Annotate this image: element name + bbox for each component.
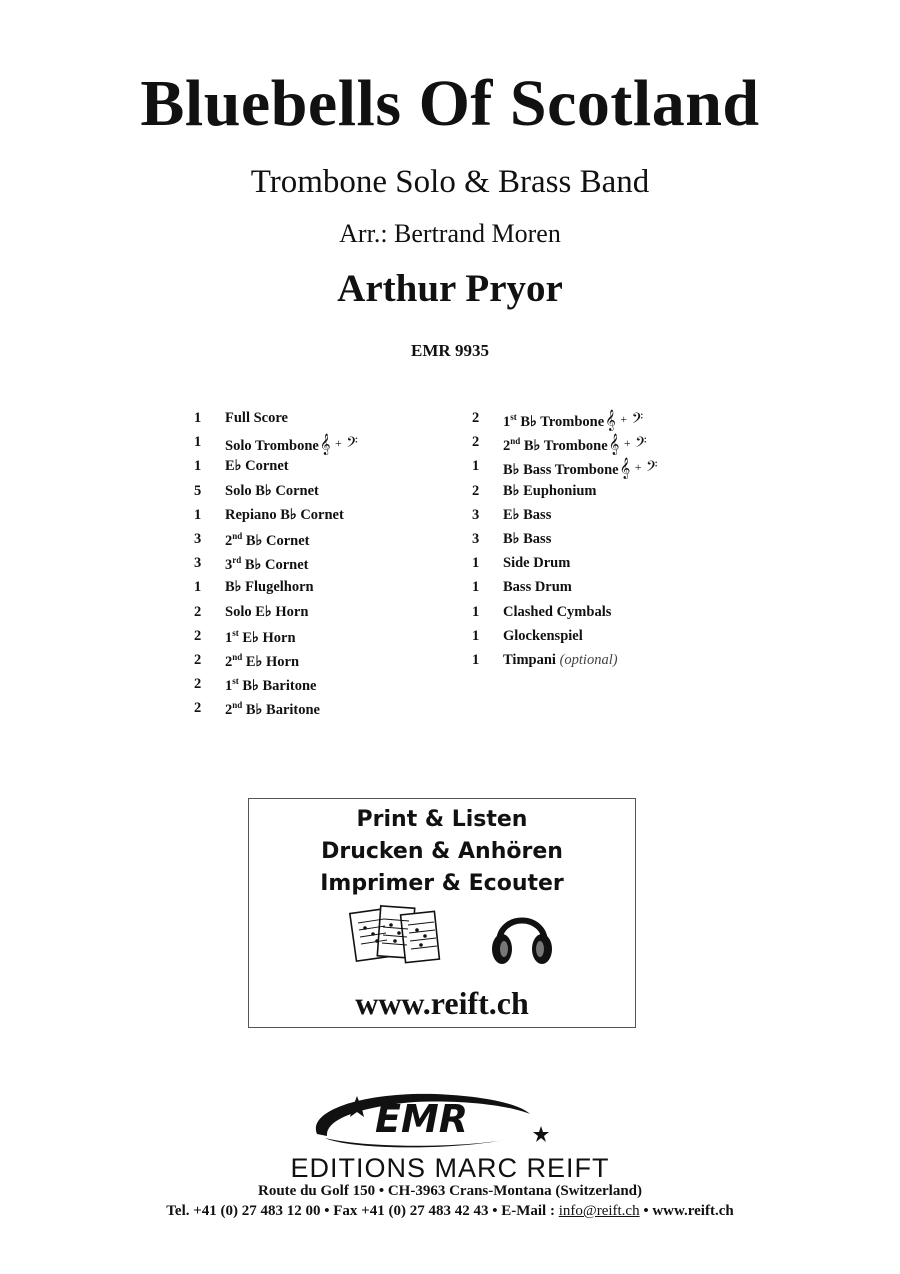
clef-plus: + [634, 460, 642, 475]
part-name [503, 531, 551, 548]
publisher-name: EDITIONS MARC REIFT [290, 1153, 610, 1183]
part-quantity: 1 [472, 579, 480, 596]
part-label: B♭ Euphonium [503, 482, 597, 499]
part-label: Clashed Cymbals [503, 603, 612, 620]
part-label: Solo B♭ Cornet [225, 482, 319, 499]
headphones-icon [489, 899, 555, 969]
part-quantity: 1 [194, 506, 202, 523]
part-name [503, 604, 611, 621]
part-quantity: 2 [194, 651, 202, 668]
part-ordinal: 2 [225, 653, 233, 670]
treble-clef-icon: 𝄞 [319, 434, 331, 455]
publisher-contact [0, 1203, 900, 1220]
part-quantity: 1 [194, 410, 202, 426]
part-label: B♭ Flugelhorn [225, 579, 314, 596]
part-note: (optional) [559, 651, 618, 668]
part-ordinal: 2 [225, 532, 233, 549]
clef-icons [320, 434, 358, 454]
part-quantity: 2 [194, 603, 202, 620]
email-link[interactable]: info@reift.ch [558, 1203, 640, 1219]
clef-icons [605, 410, 643, 430]
subtitle: Trombone Solo & Brass Band [250, 164, 650, 200]
print-listen-box [248, 798, 636, 1028]
part-ordinal-suffix: st [232, 627, 239, 638]
part-label: Bass Drum [503, 579, 572, 596]
part-quantity: 3 [194, 555, 202, 572]
part-quantity: 1 [472, 627, 480, 644]
part-quantity: 3 [472, 530, 480, 547]
part-quantity: 1 [472, 555, 480, 572]
bass-clef-icon: 𝄢 [631, 410, 644, 430]
part-label: B♭ Cornet [245, 532, 310, 549]
promo-line-german: Drucken & Anhören [321, 839, 563, 864]
part-quantity: 1 [472, 603, 480, 620]
treble-clef-icon: 𝄞 [608, 434, 620, 455]
part-ordinal: 3 [225, 556, 233, 573]
treble-clef-icon: 𝄞 [619, 458, 631, 479]
part-name [225, 458, 289, 475]
sheet-music-icon [349, 903, 443, 969]
emr-logo [305, 1090, 560, 1152]
contact-phone-fax: Tel. +41 (0) 27 483 12 00 • Fax +41 (0) 27 483 42 43 • E-Mail : [166, 1203, 559, 1219]
part-name [503, 507, 551, 524]
part-name [503, 434, 647, 455]
part-label: B♭ Cornet [244, 556, 309, 573]
part-quantity: 2 [472, 410, 480, 426]
part-label: B♭ Bass [503, 530, 552, 547]
part-label: Solo E♭ Horn [225, 603, 309, 620]
arranger: Arr.: Bertrand Moren [339, 219, 561, 248]
part-label: Repiano B♭ Cornet [225, 506, 344, 523]
bass-clef-icon: 𝄢 [346, 434, 358, 455]
part-quantity: 1 [472, 458, 480, 475]
part-name [503, 652, 618, 669]
part-label: Timpani [503, 651, 556, 668]
part-quantity: 2 [194, 700, 202, 717]
part-name [225, 555, 309, 574]
part-name [503, 628, 583, 645]
part-label: Full Score [225, 410, 288, 426]
part-name [225, 579, 314, 596]
part-ordinal: 2 [225, 702, 233, 719]
composer: Arthur Pryor [337, 267, 563, 310]
part-name [225, 434, 358, 455]
promo-line-english: Print & Listen [356, 807, 528, 832]
part-quantity: 3 [472, 506, 480, 523]
part-ordinal: 2 [503, 438, 511, 455]
clef-plus: + [623, 436, 631, 451]
part-label: E♭ Horn [245, 653, 300, 670]
part-quantity: 2 [472, 434, 480, 451]
clef-plus: + [335, 436, 342, 451]
part-name [225, 676, 316, 695]
part-name [503, 458, 658, 479]
part-ordinal-suffix: nd [510, 436, 521, 447]
part-label: B♭ Bass Trombone [503, 462, 619, 479]
part-label: B♭ Baritone [242, 677, 317, 694]
part-quantity: 2 [472, 482, 480, 499]
part-quantity: 5 [194, 482, 202, 499]
part-label: Side Drum [503, 555, 571, 572]
part-ordinal: 1 [225, 677, 233, 694]
part-name [225, 507, 344, 524]
part-label: B♭ Trombone [523, 438, 608, 455]
bass-clef-icon: 𝄢 [635, 434, 647, 455]
part-quantity: 1 [194, 579, 202, 596]
promo-website-link[interactable]: www.reift.ch [355, 985, 529, 1021]
part-ordinal: 1 [225, 629, 233, 646]
part-label: B♭ Baritone [245, 702, 320, 719]
part-label: E♭ Horn [242, 629, 296, 646]
part-name [225, 628, 296, 647]
part-name [225, 652, 299, 671]
part-label: Solo Trombone [225, 438, 319, 455]
part-label: B♭ Trombone [520, 414, 605, 430]
part-quantity: 2 [194, 676, 202, 693]
part-quantity: 1 [194, 434, 202, 451]
part-quantity: 1 [472, 651, 480, 668]
part-quantity: 3 [194, 530, 202, 547]
part-label: E♭ Bass [503, 506, 552, 523]
part-name [503, 410, 643, 431]
part-name [225, 700, 320, 719]
clef-icons [620, 458, 658, 478]
treble-clef-icon: 𝄞 [605, 410, 616, 430]
part-ordinal-suffix: rd [232, 555, 242, 566]
part-name [503, 483, 597, 500]
part-name [225, 531, 310, 550]
publisher-address: Route du Golf 150 • CH-3963 Crans-Montana (Switzerland) [258, 1183, 642, 1199]
bass-clef-icon: 𝄢 [646, 458, 658, 479]
part-name [225, 604, 308, 621]
contact-website: • www.reift.ch [639, 1203, 734, 1219]
part-label: Glockenspiel [503, 627, 583, 644]
part-quantity: 2 [194, 627, 202, 644]
promo-line-french: Imprimer & Ecouter [320, 871, 564, 896]
part-ordinal-suffix: nd [232, 530, 243, 541]
clef-icons [609, 434, 647, 454]
part-ordinal-suffix: st [232, 676, 239, 687]
title: Bluebells Of Scotland [140, 67, 760, 140]
clef-plus: + [620, 412, 628, 426]
catalog-number: EMR 9935 [411, 341, 489, 360]
part-ordinal-suffix: nd [232, 700, 243, 711]
part-ordinal-suffix: nd [232, 651, 243, 662]
part-quantity: 1 [194, 458, 202, 475]
part-name [225, 483, 319, 500]
part-ordinal-suffix: st [510, 412, 517, 423]
part-name [503, 579, 572, 596]
part-name [225, 410, 288, 427]
part-label: E♭ Cornet [225, 458, 289, 475]
part-ordinal: 1 [503, 414, 511, 430]
svg-text:EMR: EMR [375, 1097, 469, 1141]
part-name [503, 555, 570, 572]
